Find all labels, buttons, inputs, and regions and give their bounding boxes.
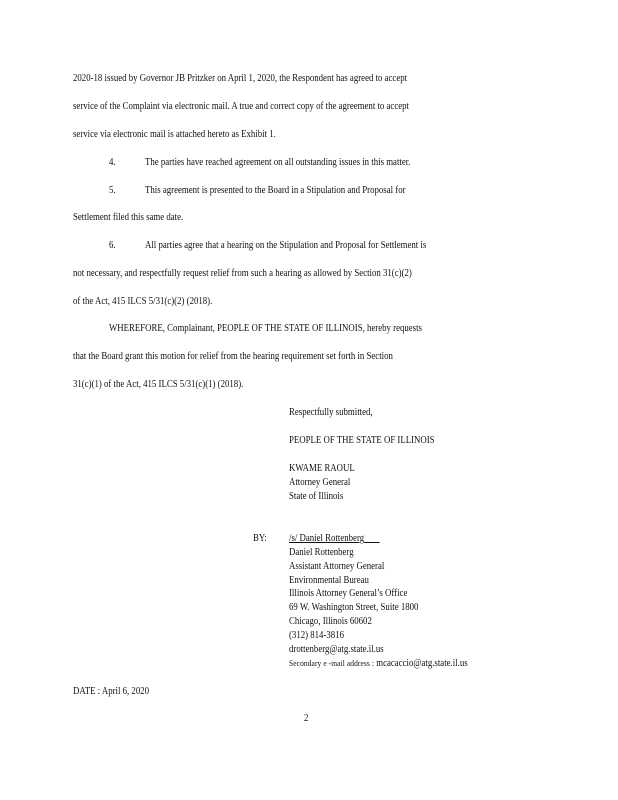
- signer-phone: (312) 814-3816: [289, 630, 344, 641]
- paragraph-5-continuation: Settlement filed this same date.: [73, 212, 184, 223]
- paragraph-4-text: The parties have reached agreement on all outstanding issues in this matter.: [145, 157, 411, 168]
- signer-title: Assistant Attorney General: [289, 561, 385, 572]
- secondary-email-line: [289, 657, 468, 671]
- signer-city: Chicago, Illinois 60602: [289, 616, 372, 627]
- paragraph-5-number: 5.: [109, 185, 116, 196]
- signer-name: Daniel Rottenberg: [289, 547, 354, 558]
- body-line-3: service via electronic mail is attached hereto as Exhibit 1.: [73, 129, 276, 140]
- signed-name: /s/ Daniel Rottenberg: [289, 533, 365, 544]
- date-value: April 6, 2020: [101, 686, 150, 697]
- signature-line: [289, 532, 380, 546]
- wherefore-continuation-2: 31(c)(1) of the Act, 415 ILCS 5/31(c)(1) (2018).: [73, 379, 244, 390]
- paragraph-5-text: This agreement is presented to the Board in a Stipulation and Proposal for: [145, 185, 406, 196]
- paragraph-6-text: All parties agree that a hearing on the Stipulation and Proposal for Settlement is: [145, 240, 427, 251]
- secondary-email-value: mcacaccio@atg.state.il.us: [376, 658, 468, 669]
- paragraph-6-continuation-2: of the Act, 415 ILCS 5/31(c)(2) (2018).: [73, 296, 213, 307]
- date-label: DATE :: [73, 686, 101, 697]
- ag-name: KWAME RAOUL: [289, 463, 355, 474]
- secondary-email-label: Secondary e -mail address :: [289, 658, 375, 668]
- by-label: BY:: [253, 533, 267, 544]
- signer-bureau: Environmental Bureau: [289, 575, 369, 586]
- signer-street: 69 W. Washington Street, Suite 1800: [289, 602, 419, 613]
- body-line-2: service of the Complaint via electronic mail. A true and correct copy of the agreement to accept: [73, 101, 409, 112]
- paragraph-6-number: 6.: [109, 240, 116, 251]
- signer-office: Illinois Attorney General’s Office: [289, 588, 408, 599]
- paragraph-4-number: 4.: [109, 157, 116, 168]
- ag-title: Attorney General: [289, 477, 351, 488]
- paragraph-6-continuation-1: not necessary, and respectfully request relief from such a hearing as allowed by Section 31(c)(2): [73, 268, 412, 279]
- wherefore-first-line: WHEREFORE, Complainant, PEOPLE OF THE STATE OF ILLINOIS, hereby requests: [109, 323, 422, 334]
- ag-state: State of Illinois: [289, 491, 344, 502]
- signature-party: PEOPLE OF THE STATE OF ILLINOIS: [289, 435, 435, 446]
- page-number: 2: [304, 713, 309, 724]
- signer-email: drottenberg@atg.state.il.us: [289, 644, 384, 655]
- body-line-1: 2020-18 issued by Governor JB Pritzker on April 1, 2020, the Respondent has agreed to accept: [73, 73, 408, 84]
- date-line: [73, 685, 149, 699]
- wherefore-continuation-1: that the Board grant this motion for relief from the hearing requirement set forth in Section: [73, 351, 393, 362]
- signature-closing: Respectfully submitted,: [289, 407, 373, 418]
